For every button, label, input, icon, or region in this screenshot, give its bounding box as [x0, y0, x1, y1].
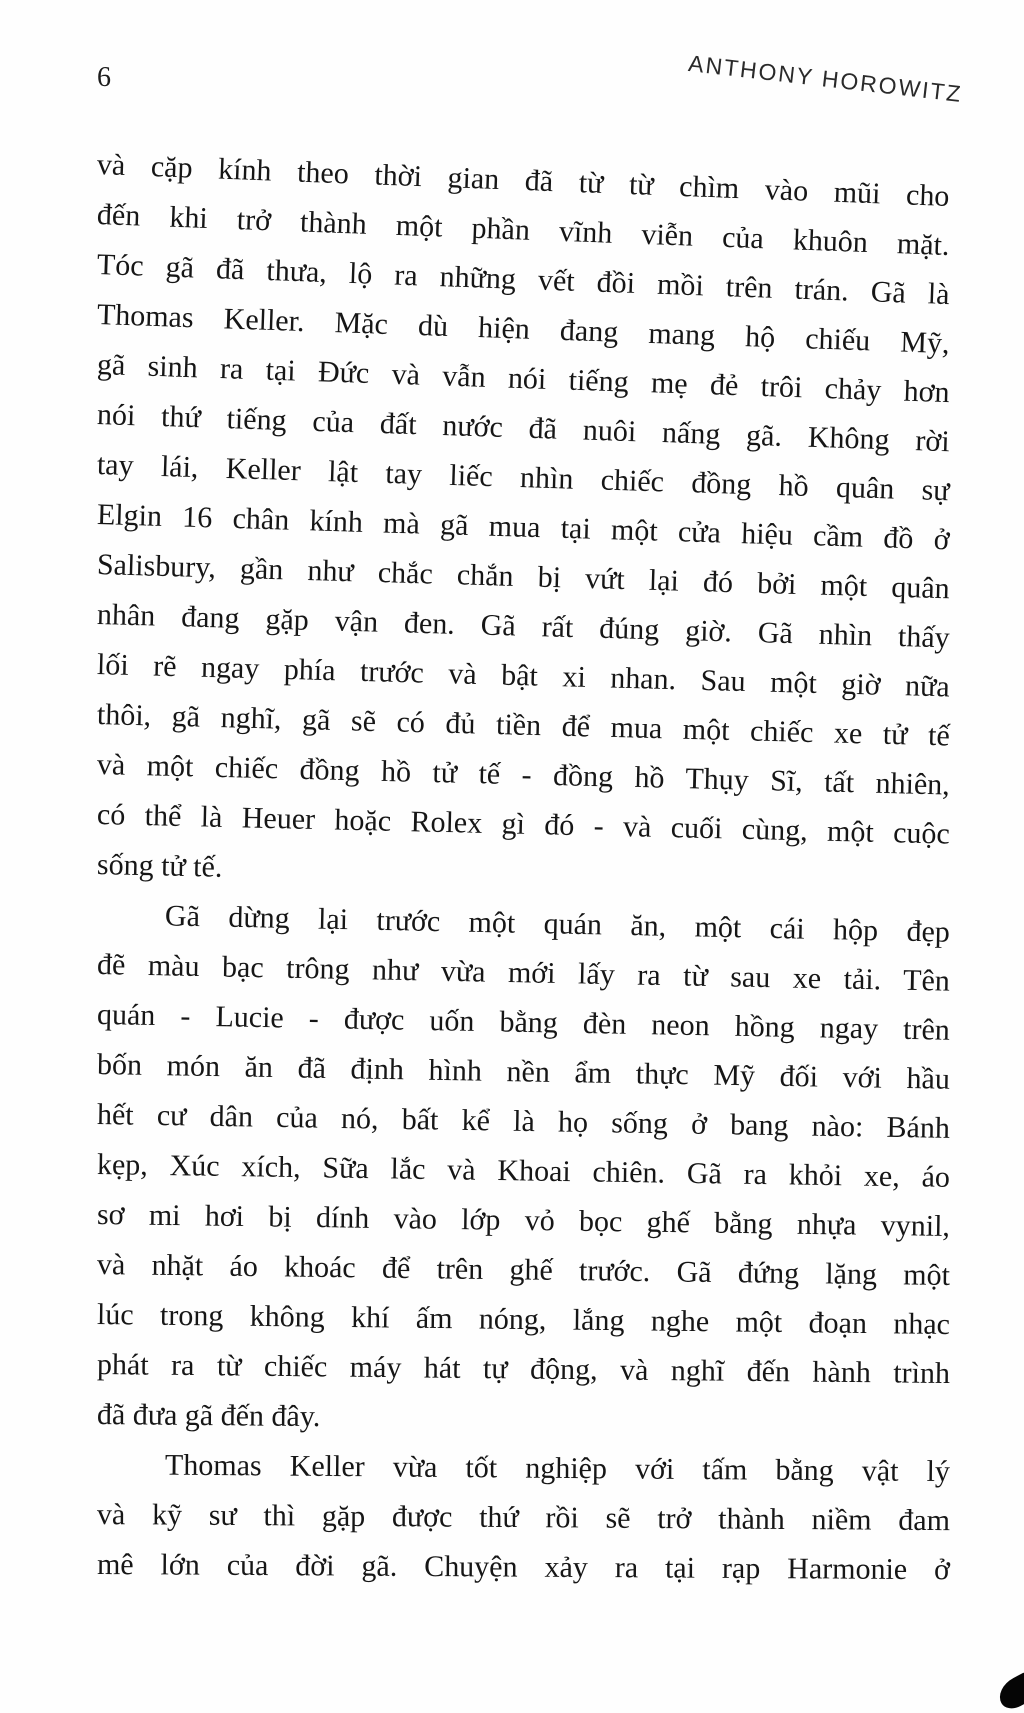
text-line: và cặp kính theo thời gian đã từ từ chìm vào mũi cho: [96, 148, 951, 213]
text-line: gã sinh ra tại Đức và vẫn nói tiếng mẹ đẻ trôi chảy hơn: [96, 348, 951, 410]
text-line: Salisbury, gần như chắc chắn bị vứt lại đó bởi một quân: [96, 548, 951, 606]
text-line: Tóc gã đã thưa, lộ ra những vết đồi mồi trên trán. Gã là: [96, 248, 951, 312]
text-line: tay lái, Keller lật tay liếc nhìn chiếc đồng hồ quân sự: [96, 448, 951, 508]
text-block: [97, 140, 950, 1590]
text-line: mê lớn của đời gã. Chuyện xảy ra tại rạp Harmonie ở: [96, 1548, 951, 1587]
text-line: Elgin 16 chân kính mà gã mua tại một cửa hiệu cầm đồ ở: [96, 498, 951, 557]
corner-ink-mark-icon: [994, 1671, 1024, 1713]
page-number: 6: [97, 62, 111, 93]
text-line: nói thứ tiếng của đất nước đã nuôi nấng gã. Không rời: [96, 398, 951, 459]
text-line: và một chiếc đồng hồ tử tế - đồng hồ Thụy Sĩ, tất nhiên,: [96, 748, 951, 802]
text-line: quán - Lucie - được uốn bằng đèn neon hồng ngay trên: [96, 998, 951, 1047]
text-line: Thomas Keller vừa tốt nghiệp với tấm bằng vật lý: [164, 1448, 951, 1489]
text-line: Gã dừng lại trước một quán ăn, một cái hộp đẹp: [164, 899, 951, 949]
text-line: nhân đang gặp vận đen. Gã rất đúng giờ. Gã nhìn thấy: [96, 598, 951, 655]
text-line: và kỹ sư thì gặp được thứ rồi sẽ trở thành niềm đam: [96, 1498, 951, 1538]
text-line: Thomas Keller. Mặc dù hiện đang mang hộ chiếu Mỹ,: [96, 298, 951, 361]
text-line: đã đưa gã đến đây.: [96, 1398, 321, 1434]
text-line: lối rẽ ngay phía trước và bật xi nhan. Sau một giờ nữa: [96, 648, 951, 704]
text-line: đẽ màu bạc trông như vừa mới lấy ra từ sau xe tải. Tên: [96, 948, 951, 998]
text-line: hết cư dân của nó, bất kể là họ sống ở bang nào: Bánh: [96, 1098, 951, 1145]
text-line: lúc trong không khí ấm nóng, lắng nghe một đoạn nhạc: [96, 1298, 951, 1341]
running-header: ANTHONY HOROWITZ: [687, 50, 964, 108]
text-line: kẹp, Xúc xích, Sữa lắc và Khoai chiên. Gã ra khỏi xe, áo: [96, 1148, 951, 1194]
text-line: có thể là Heuer hoặc Rolex gì đó - và cuối cùng, một cuộc: [96, 798, 951, 851]
text-line: phát ra từ chiếc máy hát tự động, và nghĩ đến hành trình: [96, 1348, 951, 1391]
text-line: bốn món ăn đã định hình nền ẩm thực Mỹ đối với hầu: [96, 1048, 951, 1096]
text-line: đến khi trở thành một phần vĩnh viễn của khuôn mặt.: [96, 198, 951, 263]
text-line: và nhặt áo khoác để trên ghế trước. Gã đứng lặng một: [96, 1248, 951, 1292]
text-line: sơ mi hơi bị dính vào lớp vỏ bọc ghế bằng nhựa vynil,: [96, 1198, 951, 1243]
text-line: sống tử tế.: [96, 848, 223, 884]
text-line: thôi, gã nghĩ, gã sẽ có đủ tiền để mua một chiếc xe tử tế: [96, 698, 951, 753]
